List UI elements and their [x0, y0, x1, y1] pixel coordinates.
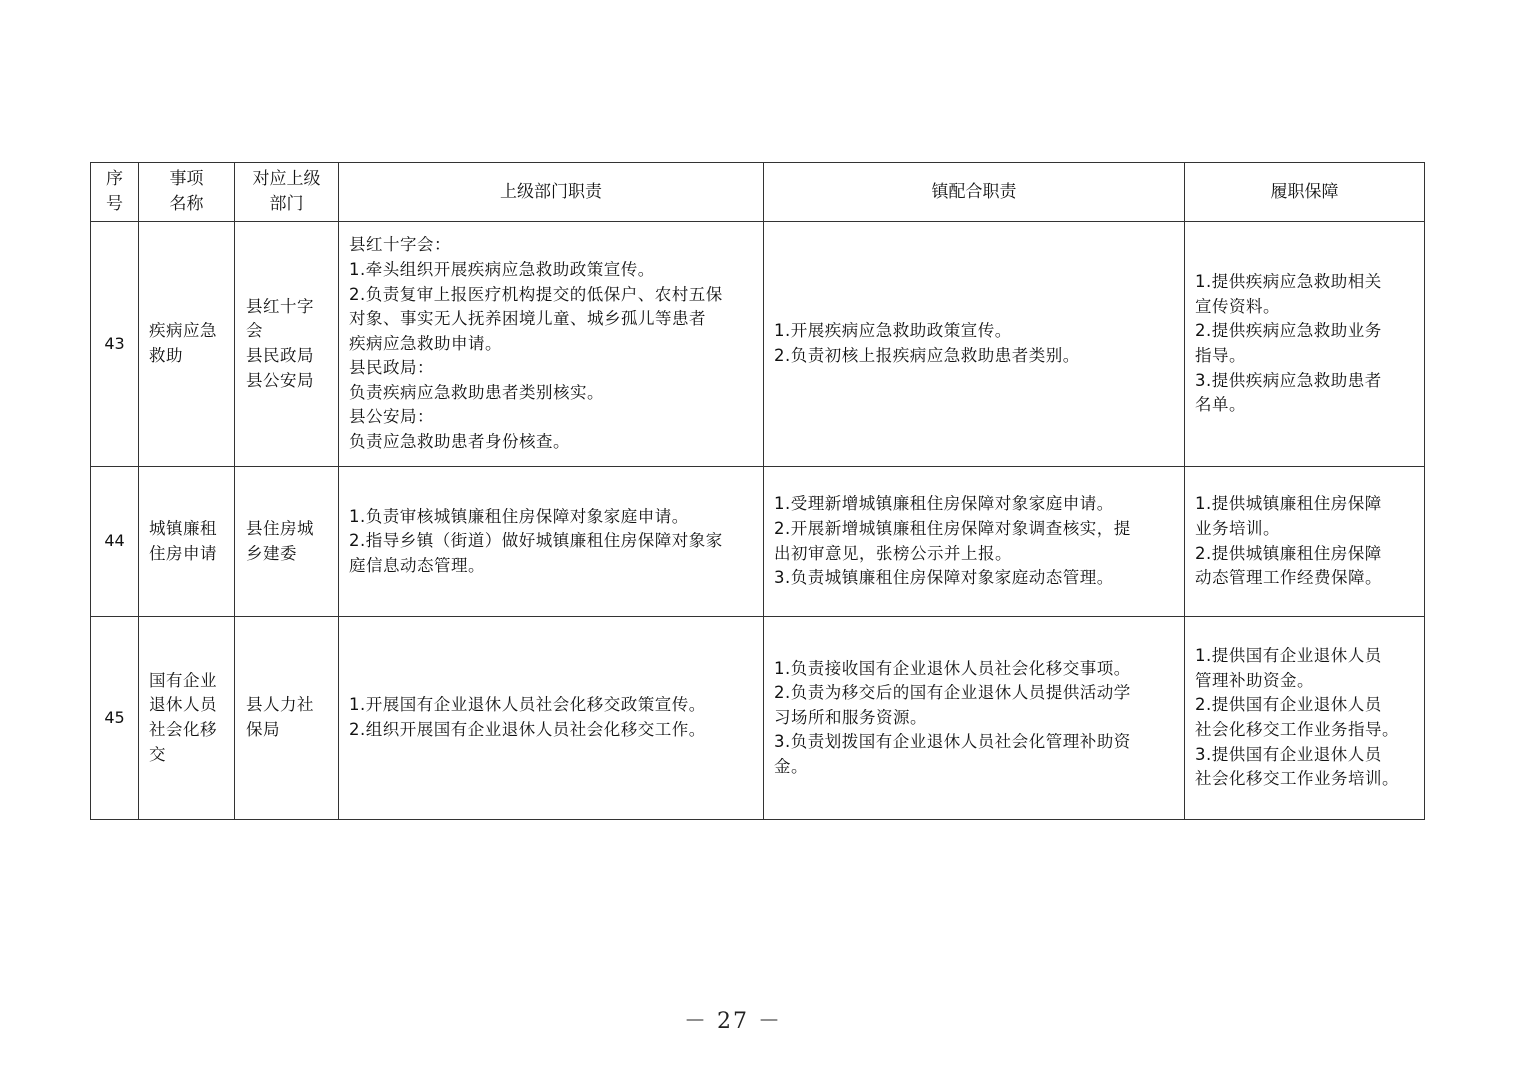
header-guarantee: 履职保障 [1185, 163, 1425, 222]
item-name: 城镇廉租 住房申请 [139, 467, 235, 617]
header-row [91, 163, 1425, 222]
town-duty: 1.受理新增城镇廉租住房保障对象家庭申请。 2.开展新增城镇廉租住房保障对象调查核实，提 出初审意见，张榜公示并上报。 3.负责城镇廉租住房保障对象家庭动态管理。 [764, 467, 1185, 617]
guarantee: 1.提供国有企业退休人员 管理补助资金。 2.提供国有企业退休人员 社会化移交工作业务指导。 3.提供国有企业退休人员 社会化移交工作业务培训。 [1185, 617, 1425, 820]
upper-duty: 县红十字会： 1.牵头组织开展疾病应急救助政策宣传。 2.负责复审上报医疗机构提交的低保户、农村五保 对象、事实无人抚养困境儿童、城乡孤儿等患者 疾病应急救助申请。 县民政局： 负责疾病应急救助患者类别核实。 县公安局： 负责应急救助患者身份核查。 [339, 222, 764, 467]
header-name: 事项 名称 [139, 163, 235, 222]
guarantee: 1.提供城镇廉租住房保障 业务培训。 2.提供城镇廉租住房保障 动态管理工作经费保障。 [1185, 467, 1425, 617]
upper-duty: 1.开展国有企业退休人员社会化移交政策宣传。 2.组织开展国有企业退休人员社会化移交工作。 [339, 617, 764, 820]
upper-duty: 1.负责审核城镇廉租住房保障对象家庭申请。 2.指导乡镇（街道）做好城镇廉租住房保障对象家 庭信息动态管理。 [339, 467, 764, 617]
table-row [91, 617, 1425, 820]
superior-dept: 县住房城 乡建委 [235, 467, 339, 617]
superior-dept: 县人力社 保局 [235, 617, 339, 820]
town-duty: 1.开展疾病应急救助政策宣传。 2.负责初核上报疾病应急救助患者类别。 [764, 222, 1185, 467]
row-number: 45 [91, 617, 139, 820]
guarantee: 1.提供疾病应急救助相关 宣传资料。 2.提供疾病应急救助业务 指导。 3.提供疾病应急救助患者 名单。 [1185, 222, 1425, 467]
town-duty: 1.负责接收国有企业退休人员社会化移交事项。 2.负责为移交后的国有企业退休人员提供活动学 习场所和服务资源。 3.负责划拨国有企业退休人员社会化管理补助资 金。 [764, 617, 1185, 820]
item-name: 国有企业 退休人员 社会化移 交 [139, 617, 235, 820]
table-row [91, 467, 1425, 617]
item-name: 疾病应急 救助 [139, 222, 235, 467]
row-number: 44 [91, 467, 139, 617]
row-number: 43 [91, 222, 139, 467]
superior-dept: 县红十字 会 县民政局 县公安局 [235, 222, 339, 467]
page-number: － 27 － [684, 1009, 782, 1034]
table-row [91, 222, 1425, 467]
header-upper-duty: 上级部门职责 [339, 163, 764, 222]
duty-table [90, 162, 1425, 820]
header-dept: 对应上级 部门 [235, 163, 339, 222]
header-seq: 序 号 [91, 163, 139, 222]
header-town-duty: 镇配合职责 [764, 163, 1185, 222]
